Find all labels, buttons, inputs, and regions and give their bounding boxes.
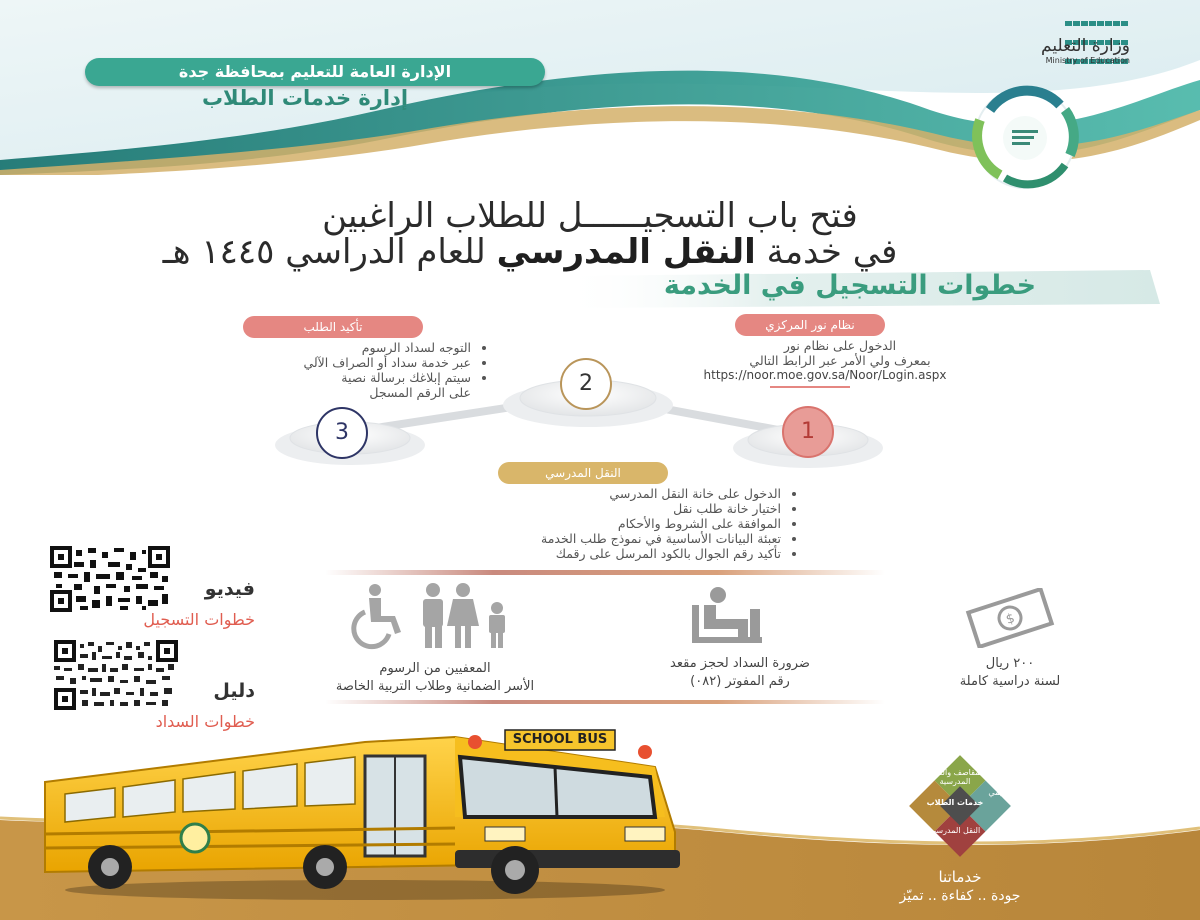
service-name: النقل المدرسي — [496, 232, 756, 272]
puzzle-item-1: المقاصف والتغذية المدرسية — [925, 768, 985, 786]
our-services-title: خدماتنا — [938, 868, 982, 886]
steps-heading: خطوات التسجيل في الخدمة — [663, 270, 1037, 301]
svg-text:$: $ — [1004, 611, 1017, 628]
main-title-line2: في خدمة النقل المدرسي للعام الدراسي ١٤٤٥ هـ — [162, 232, 898, 272]
school-bus-icon — [35, 722, 695, 902]
confirm-tag: تأكيد الطلب — [243, 316, 423, 338]
video-sub: خطوات التسجيل — [143, 610, 255, 629]
puzzle-item-5: النقل المدرسي — [929, 826, 981, 835]
payment-feature: ضرورة السداد لحجز مقعد رقم المفوتر (٠٨٢) — [670, 656, 810, 689]
services-slogan: جودة .. كفاءة .. تميّز — [899, 888, 1021, 904]
noor-underline — [770, 386, 850, 388]
puzzle-item-4: المكافآت والإعانات — [877, 800, 908, 818]
seat-icon — [680, 585, 790, 645]
main-title-line1: فتح باب التسجيــــــل للطلاب الراغبين — [322, 196, 858, 236]
transport-list: • الدخول على خانة النقل المدرسي • اختيار خانة طلب نقل • الموافقة على الشروط والأحكام • تعبئة البيانات الأساسية في نموذج طلب الخدمة • تأكيد رقم الجوال بالكود المرسل على رقمك — [375, 486, 795, 561]
guide-label: دليل — [213, 680, 255, 702]
step-1-badge: 1 — [782, 406, 834, 458]
ministry-name-en: Ministry of Education — [1045, 56, 1130, 65]
school-affairs-logo-icon — [920, 80, 1130, 190]
video-qr-icon[interactable] — [50, 546, 170, 612]
ministry-name: وزارة التعليم — [1041, 36, 1130, 56]
puzzle-item-3: خدمات الطلاب — [926, 798, 984, 807]
step-3-badge: 3 — [316, 407, 368, 459]
authority-pill: الإدارة العامة للتعليم بمحافظة جدة — [85, 58, 545, 86]
guide-sub: خطوات السداد — [155, 712, 255, 731]
video-label: فيديو — [204, 578, 255, 600]
confirm-list: • التوجه لسداد الرسوم • عبر خدمة سداد أو الصراف الآلي • سيتم إبلاغك برسالة نصية على الرقم المسجل — [255, 340, 485, 400]
department-title: إدارة خدمات الطلاب — [201, 86, 409, 110]
exempt-feature: المعفيين من الرسوم الأسر الضمانية وطلاب التربية الخاصة — [335, 661, 535, 694]
step-2-badge: 2 — [560, 358, 612, 410]
bus-sign: SCHOOL BUS — [512, 732, 608, 747]
divider-top — [325, 570, 885, 575]
noor-text: الدخول على نظام نور بمعرف ولي الأمر عبر الرابط التالي — [749, 338, 931, 368]
fee-feature: ٢٠٠ ريال لسنة دراسية كاملة — [959, 656, 1061, 689]
puzzle-item-2: صندوق التعليمي — [988, 788, 1042, 797]
money-icon — [960, 588, 1060, 648]
noor-tag: نظام نور المركزي — [735, 314, 885, 336]
transport-tag: النقل المدرسي — [498, 462, 668, 484]
family-disability-icon — [345, 582, 525, 650]
noor-link[interactable]: https://noor.moe.gov.sa/Noor/Login.aspx — [703, 368, 947, 382]
